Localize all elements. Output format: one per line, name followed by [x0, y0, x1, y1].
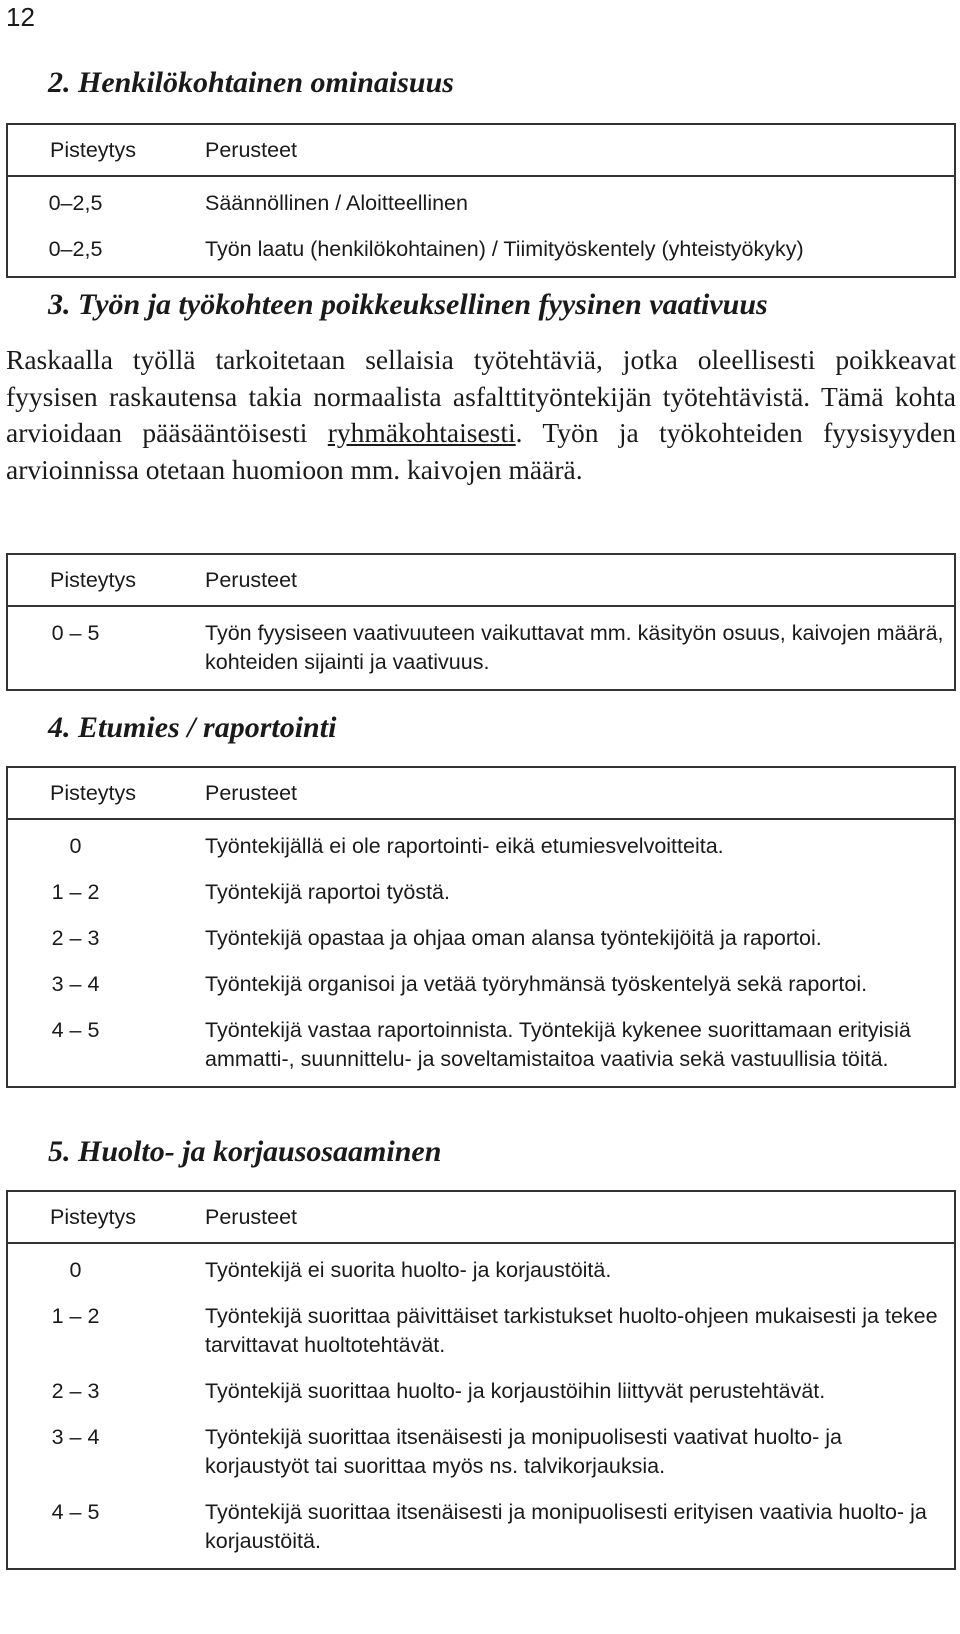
- score-cell: 4 – 5: [51, 1500, 100, 1524]
- table-header-row: [7, 124, 955, 176]
- score-cell: 3 – 4: [51, 1425, 100, 1449]
- table-row: [7, 176, 955, 226]
- page-number: 12: [6, 2, 35, 32]
- score-cell: 0: [69, 1258, 82, 1282]
- table-row: [7, 1489, 955, 1569]
- score-cell: 0–2,5: [48, 237, 103, 261]
- criteria-cell: Työntekijä suorittaa päivittäiset tarkistukset huolto-ohjeen mukaisesti ja tekee tarvittavat huoltotehtävät.: [205, 1304, 938, 1357]
- table-row: [7, 961, 955, 1007]
- column-header-score: Pisteytys: [7, 767, 143, 819]
- section-3-paragraph: [6, 342, 956, 488]
- column-header-criteria: Perusteet: [143, 554, 955, 606]
- table-row: [7, 1293, 955, 1368]
- section-5-heading: 5. Huolto- ja korjausosaaminen: [48, 1135, 442, 1168]
- column-header-criteria: Perusteet: [143, 124, 955, 176]
- table-row: [7, 1414, 955, 1489]
- table-header-row: [7, 554, 955, 606]
- score-cell: 1 – 2: [51, 1304, 100, 1328]
- table-row: [7, 1243, 955, 1293]
- section-4-heading: 4. Etumies / raportointi: [48, 711, 337, 744]
- criteria-cell: Työntekijä suorittaa huolto- ja korjaustöihin liittyvät perustehtävät.: [205, 1379, 826, 1403]
- score-cell: 0–2,5: [48, 191, 103, 215]
- criteria-cell: Työntekijä opastaa ja ohjaa oman alansa työntekijöitä ja raportoi.: [205, 926, 822, 950]
- section-4-table: [6, 766, 956, 1088]
- paragraph-text: Raskaalla työllä tarkoitetaan sellaisia työtehtäviä, jotka oleellisesti poikkeavat fyysisen raskautensa takia normaalista asfalttityöntekijän työtehtävistä. Tämä kohta arvioidaan pääsääntöisesti: [6, 344, 956, 448]
- column-header-score: Pisteytys: [7, 124, 143, 176]
- criteria-cell: Työntekijällä ei ole raportointi- eikä etumiesvelvoitteita.: [205, 834, 724, 858]
- column-header-criteria: Perusteet: [143, 1191, 955, 1243]
- criteria-cell: Työntekijä ei suorita huolto- ja korjaustöitä.: [205, 1258, 612, 1282]
- score-cell: 0 – 5: [51, 621, 100, 645]
- table-row: [7, 606, 955, 690]
- criteria-cell: Säännöllinen / Aloitteellinen: [205, 191, 468, 215]
- score-cell: 2 – 3: [51, 1379, 100, 1403]
- column-header-score: Pisteytys: [7, 554, 143, 606]
- criteria-cell: Työntekijä organisoi ja vetää työryhmänsä työskentelyä sekä raportoi.: [205, 972, 868, 996]
- section-5-table: [6, 1190, 956, 1570]
- table-row: [7, 226, 955, 277]
- score-cell: 2 – 3: [51, 926, 100, 950]
- table-row: [7, 1368, 955, 1414]
- criteria-cell: Työntekijä suorittaa itsenäisesti ja monipuolisesti vaativat huolto- ja korjaustyöt tai suorittaa myös ns. talvikorjauksia.: [205, 1425, 842, 1478]
- score-cell: 1 – 2: [51, 880, 100, 904]
- table-row: [7, 915, 955, 961]
- criteria-cell: Työntekijä vastaa raportoinnista. Työntekijä kykenee suorittamaan erityisiä ammatti-, suunnittelu- ja soveltamistaitoa vaativia sekä vastuullisia töitä.: [205, 1018, 911, 1071]
- table-row: [7, 819, 955, 869]
- score-cell: 4 – 5: [51, 1018, 100, 1042]
- criteria-cell: Työntekijä raportoi työstä.: [205, 880, 450, 904]
- section-3-table: [6, 553, 956, 691]
- section-3-heading: 3. Työn ja työkohteen poikkeuksellinen fyysinen vaativuus: [48, 288, 768, 321]
- criteria-cell: Työn fyysiseen vaativuuteen vaikuttavat mm. käsityön osuus, kaivojen määrä, kohteiden sijainti ja vaativuus.: [205, 621, 944, 674]
- criteria-cell: Työntekijä suorittaa itsenäisesti ja monipuolisesti erityisen vaativia huolto- ja korjaustöitä.: [205, 1500, 927, 1553]
- score-cell: 0: [69, 834, 82, 858]
- section-2-table: [6, 123, 956, 278]
- column-header-score: Pisteytys: [7, 1191, 143, 1243]
- column-header-criteria: Perusteet: [143, 767, 955, 819]
- paragraph-underlined-text: ryhmäkohtaisesti: [327, 417, 516, 448]
- table-row: [7, 1007, 955, 1087]
- table-header-row: [7, 767, 955, 819]
- table-header-row: [7, 1191, 955, 1243]
- criteria-cell: Työn laatu (henkilökohtainen) / Tiimityöskentely (yhteistyökyky): [205, 237, 804, 261]
- paragraph-text: . Työn ja työkohteiden fyysisyyden arvioinnissa otetaan huomioon mm. kaivojen määrä.: [6, 417, 956, 485]
- score-cell: 3 – 4: [51, 972, 100, 996]
- section-2-heading: 2. Henkilökohtainen ominaisuus: [48, 66, 454, 99]
- table-row: [7, 869, 955, 915]
